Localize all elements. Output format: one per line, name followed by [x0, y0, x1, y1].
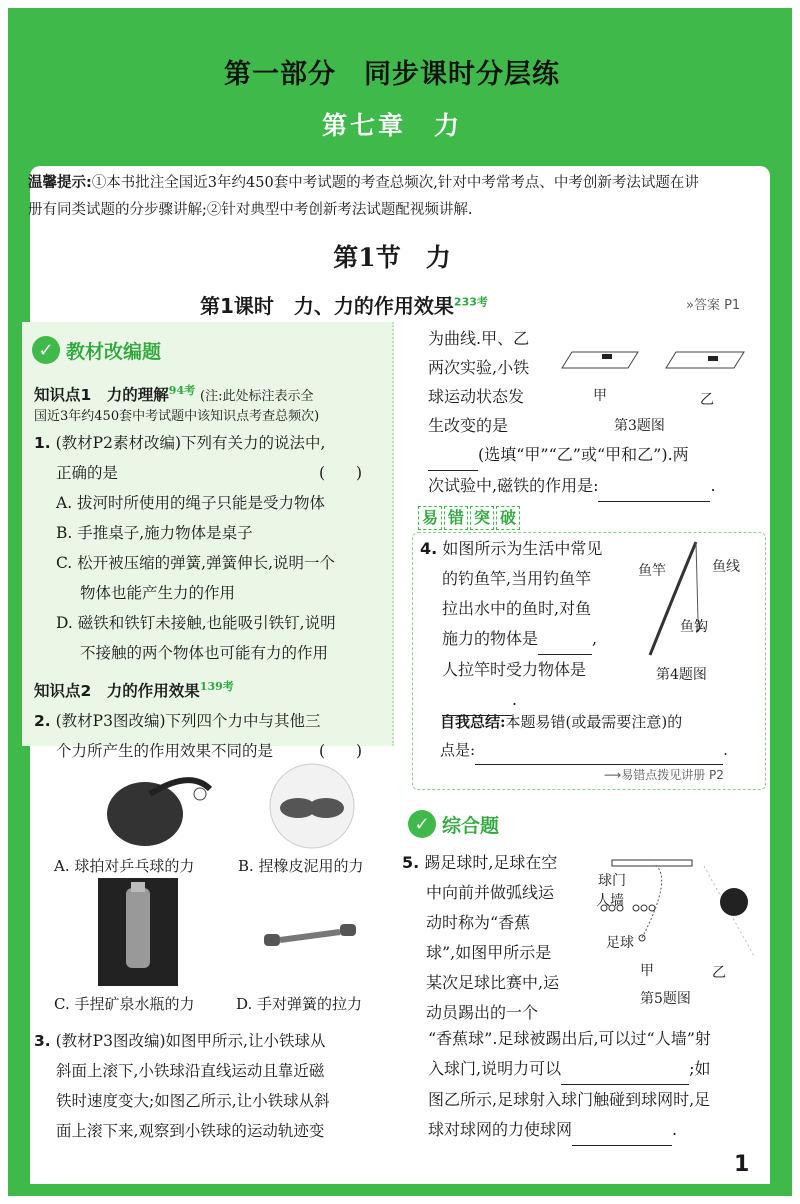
- badge-char: 错: [444, 506, 468, 530]
- kp1-title: 知识点1 力的理解: [34, 386, 169, 405]
- q1-number: 1.: [34, 434, 51, 453]
- water-bottle-photo: [98, 878, 178, 986]
- reminder-label: 温馨提示:: [28, 175, 92, 191]
- comprehensive-heading: [408, 810, 499, 838]
- kp1-note-2: 国近3年约450套中考试题中该知识点考查总频次): [34, 409, 320, 425]
- textbook-heading: [32, 336, 161, 364]
- q5-line-8: 入球门,说明力可以: [428, 1059, 562, 1078]
- q1-stem-2: 正确的是: [56, 464, 119, 483]
- reminder-text: [28, 170, 758, 224]
- comprehensive-heading-text: 综合题: [442, 814, 500, 837]
- q3-fill: (选填“甲”“乙”或“甲和乙”).两 次试验中,磁铁的作用是: .: [428, 440, 764, 502]
- q3-cont-4: 生改变的是: [428, 416, 509, 435]
- q1-option-d-2: 不接触的两个物体也可能有力的作用: [80, 644, 329, 663]
- textbook-heading-text: 教材改编题: [66, 340, 162, 363]
- check-icon: ✓: [32, 336, 60, 364]
- figure-5-ball-label: 足球: [606, 935, 634, 951]
- kp2-title: 知识点2 力的作用效果: [34, 682, 200, 701]
- q2-option-d: D. 手对弹簧的拉力: [236, 995, 363, 1013]
- q1-option-c: C. 松开被压缩的弹簧,弹簧伸长,说明一个: [56, 554, 336, 573]
- figure-5-wall-label: 人墙: [596, 893, 624, 909]
- clay-pinching-image: [268, 762, 356, 850]
- q5-line-2: 中向前并做弧线运: [426, 883, 555, 902]
- reminder-line-2: 册有同类试题的分步骤讲解;②针对典型中考创新考法试题配视频讲解.: [28, 202, 473, 218]
- q5-line-4: 球”,如图甲所示是: [426, 943, 552, 962]
- error-breakthrough-badge: [418, 506, 520, 530]
- figure-4-hook-label: 鱼钩: [680, 619, 708, 635]
- self-summary-label: 自我总结:: [440, 713, 506, 731]
- header-banner: [8, 8, 792, 166]
- lesson-title: [200, 290, 488, 319]
- kp2-count: 139考: [199, 680, 234, 694]
- q3-number: 3.: [34, 1032, 51, 1050]
- q5-line-5: 某次足球比赛中,运: [426, 973, 560, 992]
- q5-line-10: 球对球网的力使球网: [428, 1120, 573, 1139]
- q1-option-a: A. 拔河时所使用的绳子只能是受力物体: [56, 494, 326, 513]
- q5-line-6: 动员踢出的一个: [426, 1003, 539, 1022]
- q5-line-1: 踢足球时,足球在空: [424, 853, 558, 872]
- check-icon: ✓: [408, 810, 436, 838]
- badge-char: 易: [418, 506, 442, 530]
- error-reference: ⟶易错点拨见讲册 P2: [604, 768, 724, 782]
- q3-line-2: 斜面上滚下,小铁球沿直线运动且靠近磁: [56, 1062, 325, 1080]
- lesson-count: 233考: [453, 295, 488, 309]
- q3-cont-3: 球运动状态发: [428, 387, 525, 406]
- q2-stem: (教材P3图改编)下列四个力中与其他三: [55, 712, 321, 731]
- lesson-title-text: 第1课时 力、力的作用效果: [200, 294, 454, 318]
- reminder-line-1: ①本书批注全国近3年约450套中考试题的考查总频次,针对中考常考点、中考创新考法试题在讲: [91, 175, 699, 191]
- figure-4-line-label: 鱼线: [712, 559, 740, 575]
- q4-text: 4. 如图所示为生活中常见 的钓鱼竿,当用钓鱼竿 拉出水中的鱼时,对鱼 施力的物体是 , 人拉竿时受力物体是 .: [420, 534, 630, 716]
- figure-5-caption: 第5题图: [640, 991, 691, 1007]
- q3-text: [34, 1026, 390, 1146]
- q4-line-2: 的钓鱼竿,当用钓鱼竿: [442, 569, 592, 588]
- q5-text: [402, 848, 592, 1028]
- page-number: 1: [734, 1152, 750, 1177]
- q3-cont-1: 为曲线.甲、乙: [428, 329, 530, 348]
- figure-5-goal-label: 球门: [598, 873, 626, 889]
- self-summary-text: 本题易错(或最需要注意)的: [505, 713, 683, 731]
- q2-number: 2.: [34, 712, 51, 731]
- q2-option-b: B. 捏橡皮泥用的力: [238, 857, 364, 875]
- q1-option-c-2: 物体也能产生力的作用: [80, 584, 236, 603]
- figure-5-label-yi: 乙: [712, 965, 726, 981]
- q3-blank-2[interactable]: [598, 471, 710, 502]
- q3-blank-1[interactable]: [428, 440, 478, 471]
- part-title: 第一部分 同步课时分层练: [224, 59, 560, 90]
- q5-line-7: “香蕉球”.足球被踢出后,可以过“人墙”射: [428, 1029, 711, 1048]
- q3-cont-2: 两次实验,小铁: [428, 358, 530, 377]
- q3-continued: [428, 324, 568, 440]
- q4-number: 4.: [420, 539, 438, 558]
- self-summary-blank[interactable]: [475, 736, 723, 765]
- q1-option-d: D. 磁铁和铁钉未接触,也能吸引铁钉,说明: [56, 614, 336, 633]
- section-title: 第1节 力: [333, 243, 451, 272]
- q5-line-8b: ;如: [689, 1059, 711, 1078]
- figure-3-label-yi: 乙: [700, 392, 714, 408]
- q3-cont-5: (选填“甲”“乙”或“甲和乙”).两: [478, 445, 689, 464]
- q3-line-4: 面上滚下来,观察到小铁球的运动轨迹变: [56, 1122, 325, 1140]
- q4-line-4: 施力的物体是: [442, 629, 539, 648]
- q3-cont-6: 次试验中,磁铁的作用是:: [428, 476, 599, 495]
- self-summary-text-2: 点是:: [440, 741, 476, 759]
- q4-line-3: 拉出水中的鱼时,对鱼: [442, 599, 592, 618]
- ping-pong-paddle-image: [90, 764, 220, 854]
- figure-3-caption: 第3题图: [614, 418, 665, 434]
- kp1-note: (注:此处标注表示全: [200, 389, 314, 405]
- figure-4-rod-label: 鱼竿: [638, 563, 666, 579]
- spring-image: [262, 916, 358, 956]
- q4-line-5: 人拉竿时受力物体是: [442, 660, 587, 679]
- q5-line-3: 动时称为“香蕉: [426, 913, 531, 932]
- q2-option-c: C. 手捏矿泉水瓶的力: [54, 995, 195, 1013]
- kp1-count: 94考: [168, 384, 196, 397]
- q3-line-1: (教材P3图改编)如图甲所示,让小铁球从: [55, 1032, 326, 1050]
- q1-answer-paren: ( ): [319, 464, 363, 483]
- figure-3-image: [558, 332, 758, 380]
- left-text-block: [34, 376, 390, 766]
- q4-line-1: 如图所示为生活中常见: [442, 539, 603, 558]
- q1-stem: (教材P2素材改编)下列有关力的说法中,: [55, 434, 326, 453]
- q1-option-b: B. 手推桌子,施力物体是桌子: [56, 524, 253, 543]
- q4-blank-1[interactable]: [538, 624, 592, 655]
- q5-blank-1[interactable]: [561, 1054, 689, 1085]
- figure-3-label-jia: 甲: [593, 388, 607, 404]
- q2-stem-2: 个力所产生的作用效果不同的是: [56, 742, 274, 761]
- answer-reference: »答案 P1: [686, 298, 741, 313]
- figure-4-caption: 第4题图: [656, 667, 707, 683]
- badge-char: 破: [496, 506, 520, 530]
- figure-5-label-jia: 甲: [640, 963, 654, 979]
- q2-option-a: A. 球拍对乒乓球的力: [54, 857, 195, 875]
- q5-blank-2[interactable]: [572, 1115, 672, 1146]
- badge-char: 突: [470, 506, 494, 530]
- self-summary: 自我总结:本题易错(或最需要注意)的 点是: .: [440, 708, 760, 765]
- q5-text-2: “香蕉球”.足球被踢出后,可以过“人墙”射 入球门,说明力可以 ;如 图乙所示,足球射入球门触碰到球网时,足 球对球网的力使球网 .: [428, 1024, 764, 1146]
- q5-number: 5.: [402, 853, 420, 872]
- q2-answer-paren: ( ): [319, 742, 363, 761]
- chapter-title: 第七章 力: [321, 111, 462, 140]
- q3-line-3: 铁时速度变大;如图乙所示,让小铁球从斜: [56, 1092, 330, 1110]
- q5-line-9: 图乙所示,足球射入球门触碰到球网时,足: [428, 1090, 711, 1109]
